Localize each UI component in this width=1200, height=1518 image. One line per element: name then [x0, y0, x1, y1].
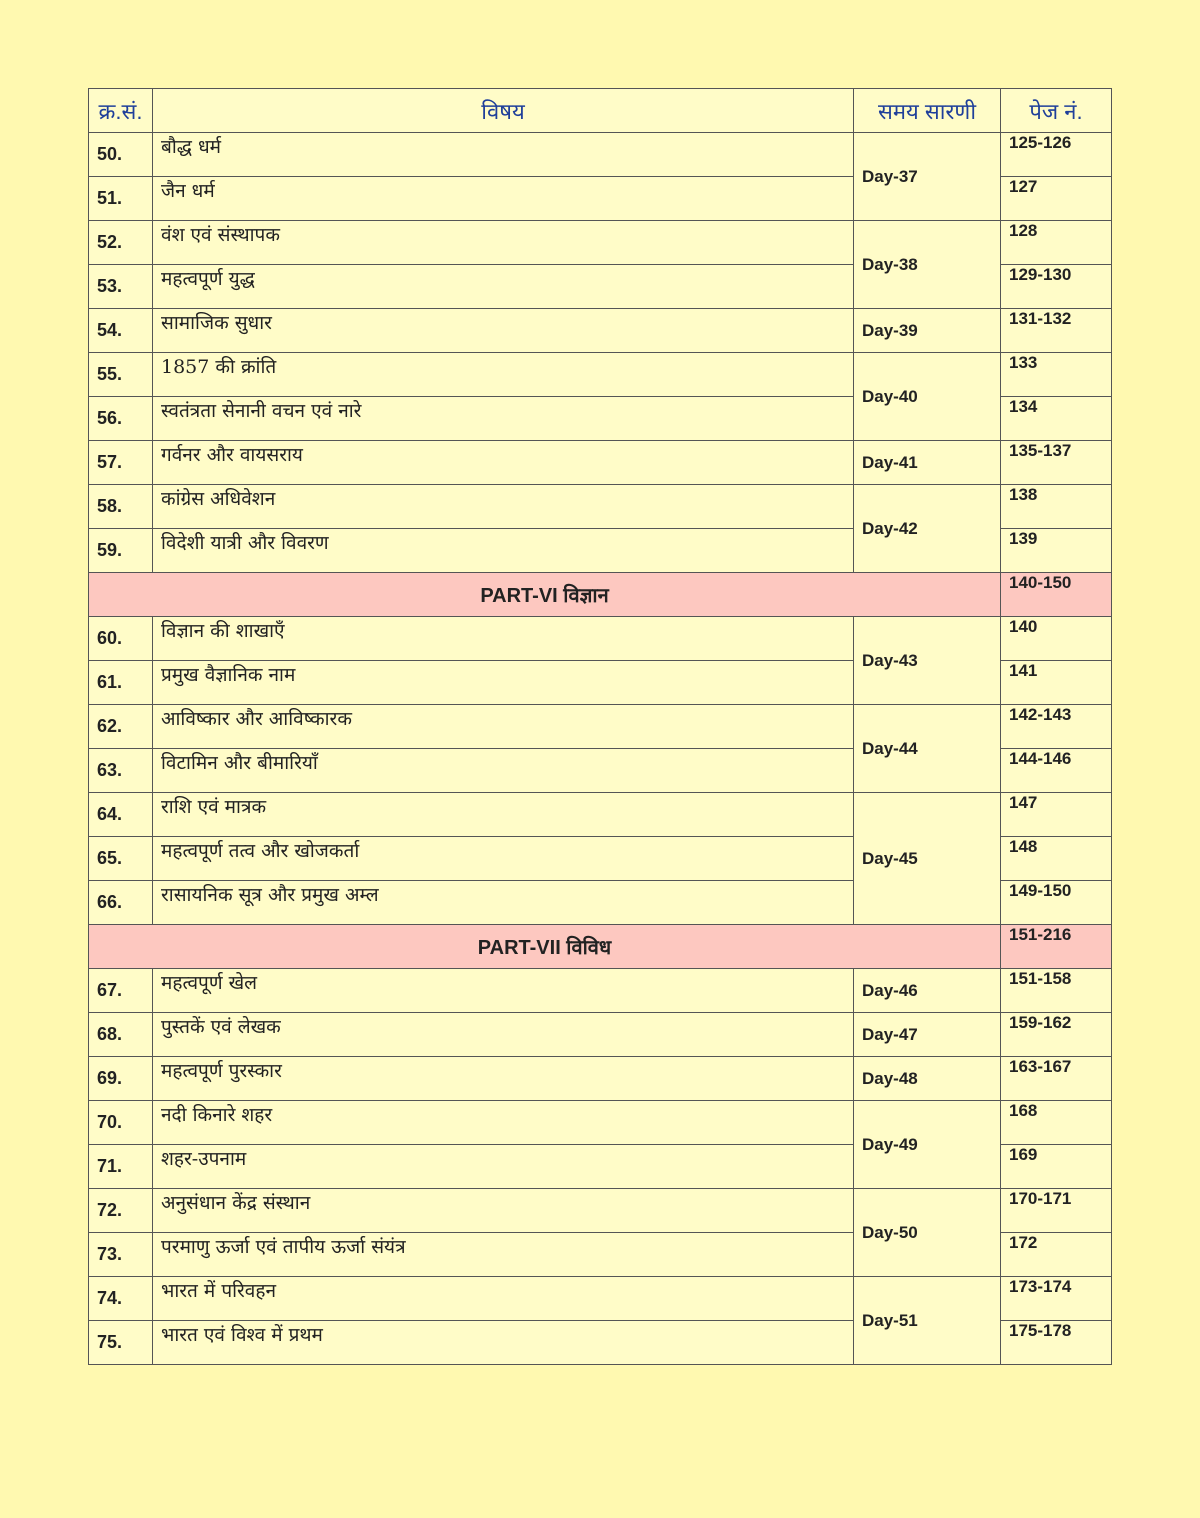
page-number: 139: [1001, 529, 1112, 573]
page-number: 159-162: [1001, 1013, 1112, 1057]
subject-cell: भारत में परिवहन: [153, 1277, 854, 1321]
page-number: 169: [1001, 1145, 1112, 1189]
table-row: [89, 617, 1112, 661]
serial-number: 55.: [89, 353, 153, 397]
serial-number: 71.: [89, 1145, 153, 1189]
day-cell: Day-39: [854, 309, 1001, 353]
serial-number: 74.: [89, 1277, 153, 1321]
subject-cell: परमाणु ऊर्जा एवं तापीय ऊर्जा संयंत्र: [153, 1233, 854, 1277]
part-title: PART-VII विविध: [89, 925, 1001, 969]
page-number: 140: [1001, 617, 1112, 661]
subject-cell: जैन धर्म: [153, 177, 854, 221]
page-number: 148: [1001, 837, 1112, 881]
subject-cell: कांग्रेस अधिवेशन: [153, 485, 854, 529]
day-cell: Day-48: [854, 1057, 1001, 1101]
day-cell: Day-49: [854, 1101, 1001, 1189]
header-page-number: पेज नं.: [1001, 89, 1112, 133]
subject-cell: महत्वपूर्ण पुरस्कार: [153, 1057, 854, 1101]
serial-number: 59.: [89, 529, 153, 573]
page-number: 135-137: [1001, 441, 1112, 485]
page-number: 151-158: [1001, 969, 1112, 1013]
serial-number: 60.: [89, 617, 153, 661]
serial-number: 51.: [89, 177, 153, 221]
serial-number: 61.: [89, 661, 153, 705]
serial-number: 56.: [89, 397, 153, 441]
page-number: 163-167: [1001, 1057, 1112, 1101]
page-number: 170-171: [1001, 1189, 1112, 1233]
header-row: [89, 89, 1112, 133]
table-row: [89, 705, 1112, 749]
day-cell: Day-51: [854, 1277, 1001, 1365]
page-number: 125-126: [1001, 133, 1112, 177]
header-schedule: समय सारणी: [854, 89, 1001, 133]
subject-cell: विदेशी यात्री और विवरण: [153, 529, 854, 573]
subject-cell: भारत एवं विश्व में प्रथम: [153, 1321, 854, 1365]
table-row: [89, 1277, 1112, 1321]
day-cell: Day-42: [854, 485, 1001, 573]
subject-cell: महत्वपूर्ण युद्ध: [153, 265, 854, 309]
page-number: 131-132: [1001, 309, 1112, 353]
table-row: [89, 133, 1112, 177]
table-row: [89, 969, 1112, 1013]
page-number: 129-130: [1001, 265, 1112, 309]
table-row: [89, 221, 1112, 265]
subject-cell: विटामिन और बीमारियाँ: [153, 749, 854, 793]
page-range: 151-216: [1001, 925, 1112, 969]
serial-number: 69.: [89, 1057, 153, 1101]
page-number: 172: [1001, 1233, 1112, 1277]
day-cell: Day-38: [854, 221, 1001, 309]
subject-cell: महत्वपूर्ण खेल: [153, 969, 854, 1013]
day-cell: Day-46: [854, 969, 1001, 1013]
table-of-contents: [88, 88, 1112, 1365]
page-number: 168: [1001, 1101, 1112, 1145]
table-row: [89, 793, 1112, 837]
table-body: [89, 133, 1112, 1365]
subject-cell: महत्वपूर्ण तत्व और खोजकर्ता: [153, 837, 854, 881]
part-header-row: [89, 925, 1112, 969]
table-row: [89, 1189, 1112, 1233]
serial-number: 57.: [89, 441, 153, 485]
table-row: [89, 1013, 1112, 1057]
subject-cell: राशि एवं मात्रक: [153, 793, 854, 837]
page-number: 147: [1001, 793, 1112, 837]
day-cell: Day-40: [854, 353, 1001, 441]
page-number: 133: [1001, 353, 1112, 397]
subject-cell: नदी किनारे शहर: [153, 1101, 854, 1145]
page-number: 175-178: [1001, 1321, 1112, 1365]
serial-number: 54.: [89, 309, 153, 353]
subject-cell: विज्ञान की शाखाएँ: [153, 617, 854, 661]
table-row: [89, 485, 1112, 529]
page-number: 138: [1001, 485, 1112, 529]
page-number: 141: [1001, 661, 1112, 705]
day-cell: Day-44: [854, 705, 1001, 793]
subject-cell: शहर-उपनाम: [153, 1145, 854, 1189]
day-cell: Day-50: [854, 1189, 1001, 1277]
serial-number: 65.: [89, 837, 153, 881]
page-number: 128: [1001, 221, 1112, 265]
page-number: 173-174: [1001, 1277, 1112, 1321]
subject-cell: सामाजिक सुधार: [153, 309, 854, 353]
serial-number: 72.: [89, 1189, 153, 1233]
table-row: [89, 1101, 1112, 1145]
serial-number: 67.: [89, 969, 153, 1013]
subject-cell: गर्वनर और वायसराय: [153, 441, 854, 485]
serial-number: 53.: [89, 265, 153, 309]
subject-cell: पुस्तकें एवं लेखक: [153, 1013, 854, 1057]
subject-cell: अनुसंधान केंद्र संस्थान: [153, 1189, 854, 1233]
page-number: 144-146: [1001, 749, 1112, 793]
day-cell: Day-43: [854, 617, 1001, 705]
serial-number: 66.: [89, 881, 153, 925]
day-cell: Day-41: [854, 441, 1001, 485]
subject-cell: प्रमुख वैज्ञानिक नाम: [153, 661, 854, 705]
day-cell: Day-45: [854, 793, 1001, 925]
part-title: PART-VI विज्ञान: [89, 573, 1001, 617]
serial-number: 68.: [89, 1013, 153, 1057]
subject-cell: बौद्ध धर्म: [153, 133, 854, 177]
subject-cell: रासायनिक सूत्र और प्रमुख अम्ल: [153, 881, 854, 925]
serial-number: 64.: [89, 793, 153, 837]
day-cell: Day-37: [854, 133, 1001, 221]
header-serial-number: क्र.सं.: [89, 89, 153, 133]
serial-number: 50.: [89, 133, 153, 177]
page-number: 127: [1001, 177, 1112, 221]
subject-cell: 1857 की क्रांति: [153, 353, 854, 397]
table-row: [89, 441, 1112, 485]
subject-cell: आविष्कार और आविष्कारक: [153, 705, 854, 749]
serial-number: 52.: [89, 221, 153, 265]
serial-number: 63.: [89, 749, 153, 793]
page-range: 140-150: [1001, 573, 1112, 617]
subject-cell: स्वतंत्रता सेनानी वचन एवं नारे: [153, 397, 854, 441]
table-row: [89, 309, 1112, 353]
serial-number: 62.: [89, 705, 153, 749]
serial-number: 58.: [89, 485, 153, 529]
serial-number: 73.: [89, 1233, 153, 1277]
part-header-row: [89, 573, 1112, 617]
subject-cell: वंश एवं संस्थापक: [153, 221, 854, 265]
table-row: [89, 353, 1112, 397]
header-subject: विषय: [153, 89, 854, 133]
page-number: 149-150: [1001, 881, 1112, 925]
page-number: 142-143: [1001, 705, 1112, 749]
serial-number: 70.: [89, 1101, 153, 1145]
serial-number: 75.: [89, 1321, 153, 1365]
table-row: [89, 1057, 1112, 1101]
page-number: 134: [1001, 397, 1112, 441]
day-cell: Day-47: [854, 1013, 1001, 1057]
